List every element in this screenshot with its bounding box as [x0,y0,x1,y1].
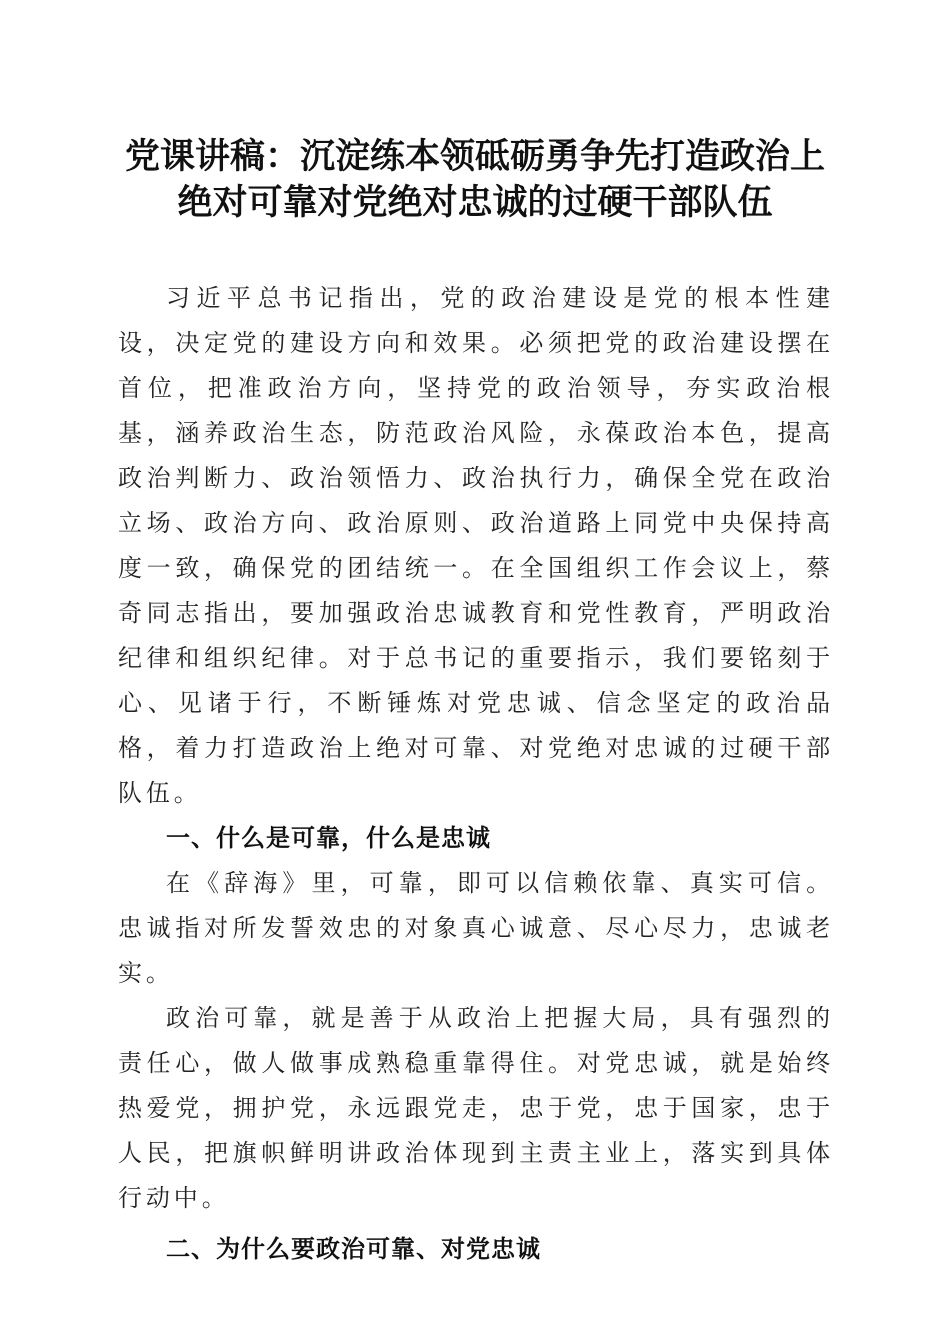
title-line-2: 绝对可靠对党绝对忠诚的过硬干部队伍 [177,182,773,223]
intro-paragraph: 习近平总书记指出，党的政治建设是党的根本性建设，决定党的建设方向和效果。必须把党的政治建设摆在首位，把准政治方向，坚持党的政治领导，夯实政治根基，涵养政治生态，防范政治风险，永葆政治本色，提高政治判断力、政治领悟力、政治执行力，确保全党在政治立场、政治方向、政治原则、政治道路上同党中央保持高度一致，确保党的团结统一。在全国组织工作会议上，蔡奇同志指出，要加强政治忠诚教育和党性教育，严明政治纪律和组织纪律。对于总书记的重要指示，我们要铭刻于心、见诸于行，不断锤炼对党忠诚、信念坚定的政治品格，着力打造政治上绝对可靠、对党绝对忠诚的过硬干部队伍。 [118,284,834,807]
section-2-heading: 二、为什么要政治可靠、对党忠诚 [166,1235,541,1263]
section-1-paragraph-1: 在《辞海》里，可靠，即可以信赖依靠、真实可信。忠诚指对所发誓效忠的对象真心诚意、尽心尽力，忠诚老实。 [118,869,834,987]
document-title [100,134,850,226]
title-line-1: 党课讲稿：沉淀练本领砥砺勇争先打造政治上 [124,136,825,177]
section-1-heading: 一、什么是可靠，什么是忠诚 [166,824,491,852]
document-body [118,276,834,1272]
section-1-paragraph-2: 政治可靠，就是善于从政治上把握大局，具有强烈的责任心，做人做事成熟稳重靠得住。对党忠诚，就是始终热爱党，拥护党，永远跟党走，忠于党，忠于国家，忠于人民，把旗帜鲜明讲政治体现到主责主业上，落实到具体行动中。 [118,1004,834,1212]
